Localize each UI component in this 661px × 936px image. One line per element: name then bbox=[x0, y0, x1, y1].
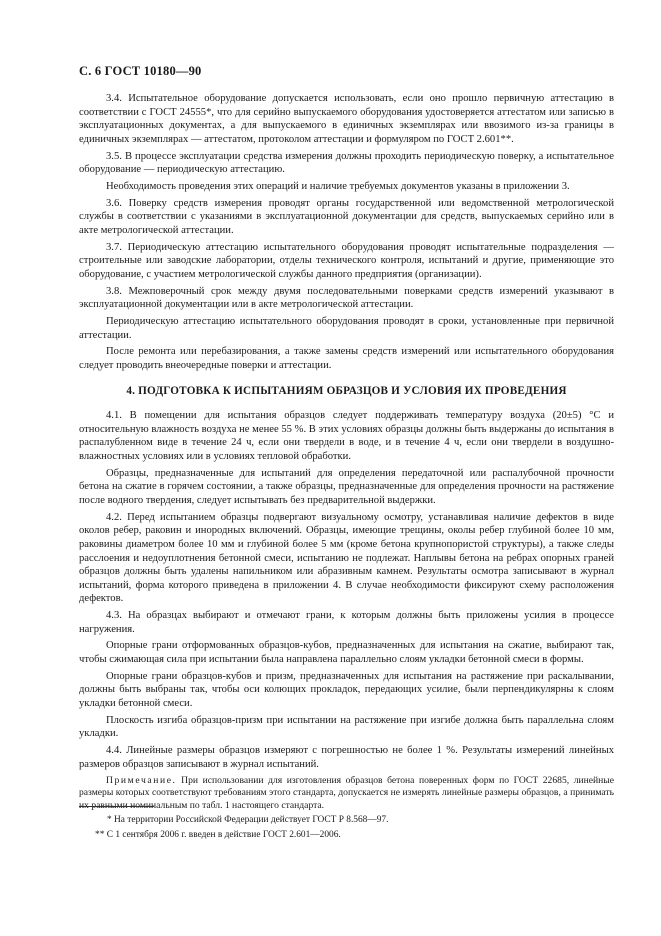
note-text: При использовании для изготовления образцов бетона поверенных форм по ГОСТ 22685, линейные размеры которых соответствуют требованиям этого стандарта, допускается не измерять линейные размеры образцов, а принимать их равными номинальным по табл. 1 настоящего стандарта. bbox=[79, 774, 614, 811]
paragraph-4-4: 4.4. Линейные размеры образцов измеряют с погрешностью не более 1 %. Результаты измерений линейных размеров образцов записывают в журнал испытаний. bbox=[79, 745, 614, 770]
footnote-divider bbox=[79, 806, 154, 807]
paragraph-3-8-periodic: Периодическую аттестацию испытательного оборудования проводят в сроки, установленные при первичной аттестации. bbox=[79, 316, 614, 341]
paragraph-4-3: 4.3. На образцах выбирают и отмечают грани, к которым должны быть приложены усилия в процессе нагружения. bbox=[79, 610, 614, 635]
paragraph-4-3-bending: Плоскость изгиба образцов-призм при испытании на растяжение при изгибе должна быть параллельна слоям укладки. bbox=[79, 714, 614, 740]
paragraph-4-3-cubes: Опорные грани отформованных образцов-кубов, предназначенных для испытания на сжатие, выбирают так, чтобы сжимающая сила при испытании была направлена параллельно слоям укладки бетонной смеси в формы. bbox=[79, 640, 614, 666]
paragraph-4-1-samples: Образцы, предназначенные для испытаний для определения передаточной или распалубочной прочности бетона на сжатие в горячем состоянии, а также образцы, предназначенные для определения прочности на растяжение после водного твердения, следует испытывать без предварительной выдержки. bbox=[79, 467, 614, 506]
document-body bbox=[79, 92, 614, 816]
footnote-1: * На территории Российской Федерации действует ГОСТ Р 8.568—97. bbox=[107, 815, 389, 825]
section-title: 4. ПОДГОТОВКА К ИСПЫТАНИЯМ ОБРАЗЦОВ И УСЛОВИЯ ИХ ПРОВЕДЕНИЯ bbox=[126, 384, 567, 397]
footnotes bbox=[79, 813, 614, 842]
paragraph-3-8-repair: После ремонта или перебазирования, а также замены средств измерений или испытательного оборудования следует проводить внеочередные поверки и аттестации. bbox=[79, 346, 614, 371]
paragraph-3-8: 3.8. Межповерочный срок между двумя последовательными поверками средств измерений указывают в эксплуатационной документации или в акте метрологической аттестации. bbox=[79, 285, 614, 311]
paragraph-3-6: 3.6. Поверку средств измерения проводят органы государственной или ведомственной метрологической службы в соответствии с указаниями в эксплуатационной документации для средств, выпускаемых серийно или в акте метрологической аттестации. bbox=[79, 197, 614, 236]
note-label: Примечание. bbox=[106, 774, 177, 786]
paragraph-3-5: 3.5. В процессе эксплуатации средства измерения должны проходить периодическую поверку, а испытательное оборудование — периодическую аттестацию. bbox=[79, 150, 614, 176]
paragraph-4-2: 4.2. Перед испытанием образцы подвергают визуальному осмотру, устанавливая наличие дефектов в виде околов ребер, раковин и инородных включений. Образцы, имеющие трещины, околы ребер глубиной более 10 мм, раковины диаметром более 10 мм и глубиной более 5 мм (кроме бетона крупнопористой структуры), а также следы расслоения и недоуплотнения бетонной смеси, испытанию не подлежат. Наплывы бетона на ребрах опорных граней образцов должны быть удалены напильником или абразивным камнем. Результаты осмотра записывают в журнал испытаний, форма которого приведена в приложении 4. В случае необходимости фиксируют схему расположения дефектов. bbox=[79, 511, 614, 605]
paragraph-3-7: 3.7. Периодическую аттестацию испытательного оборудования проводят испытательные подразделения — строительные или заводские лаборатории, отделы технического контроля, испытаний и другие, применяющие это оборудование, с участием метрологической службы данного предприятия (организации). bbox=[79, 241, 614, 280]
paragraph-4-3-prisms: Опорные грани образцов-кубов и призм, предназначенных для испытания на растяжение при раскалывании, должны быть выбраны так, чтобы оси колющих прокладок, передающих усилие, были перпендикулярны к слоям укладки бетонной смеси. bbox=[79, 670, 614, 709]
footnote-2: ** С 1 сентября 2006 г. введен в действие ГОСТ 2.601—2006. bbox=[95, 829, 341, 840]
page-header: С. 6 ГОСТ 10180—90 bbox=[79, 64, 202, 78]
note bbox=[79, 775, 614, 813]
paragraph-4-1: 4.1. В помещении для испытания образцов следует поддерживать температуру воздуха (20±5) °С и относительную влажность воздуха не менее 55 %. В этих условиях образцы должны быть выдержаны до испытания в распалубленном виде в течение 24 ч, если они твердели в воде, и в течение 4 ч, если они твердели в воздушно-влажностных условиях или в условиях тепловой обработки. bbox=[79, 410, 614, 462]
paragraph-3-5-note: Необходимость проведения этих операций и наличие требуемых документов указаны в приложении 3. bbox=[106, 180, 570, 192]
paragraph-3-4: 3.4. Испытательное оборудование допускается использовать, если оно прошло первичную аттестацию в соответствии с ГОСТ 24555*, что для серийно выпускаемого оборудования удостоверяется аттестатом или записью в эксплуатационных документах, а для выпускаемого в единичных экземплярах или ввозимого из-за границы в единичных экземплярах — аттестатом, протоколом аттестации и формуляром по ГОСТ 2.601**. bbox=[79, 93, 614, 145]
